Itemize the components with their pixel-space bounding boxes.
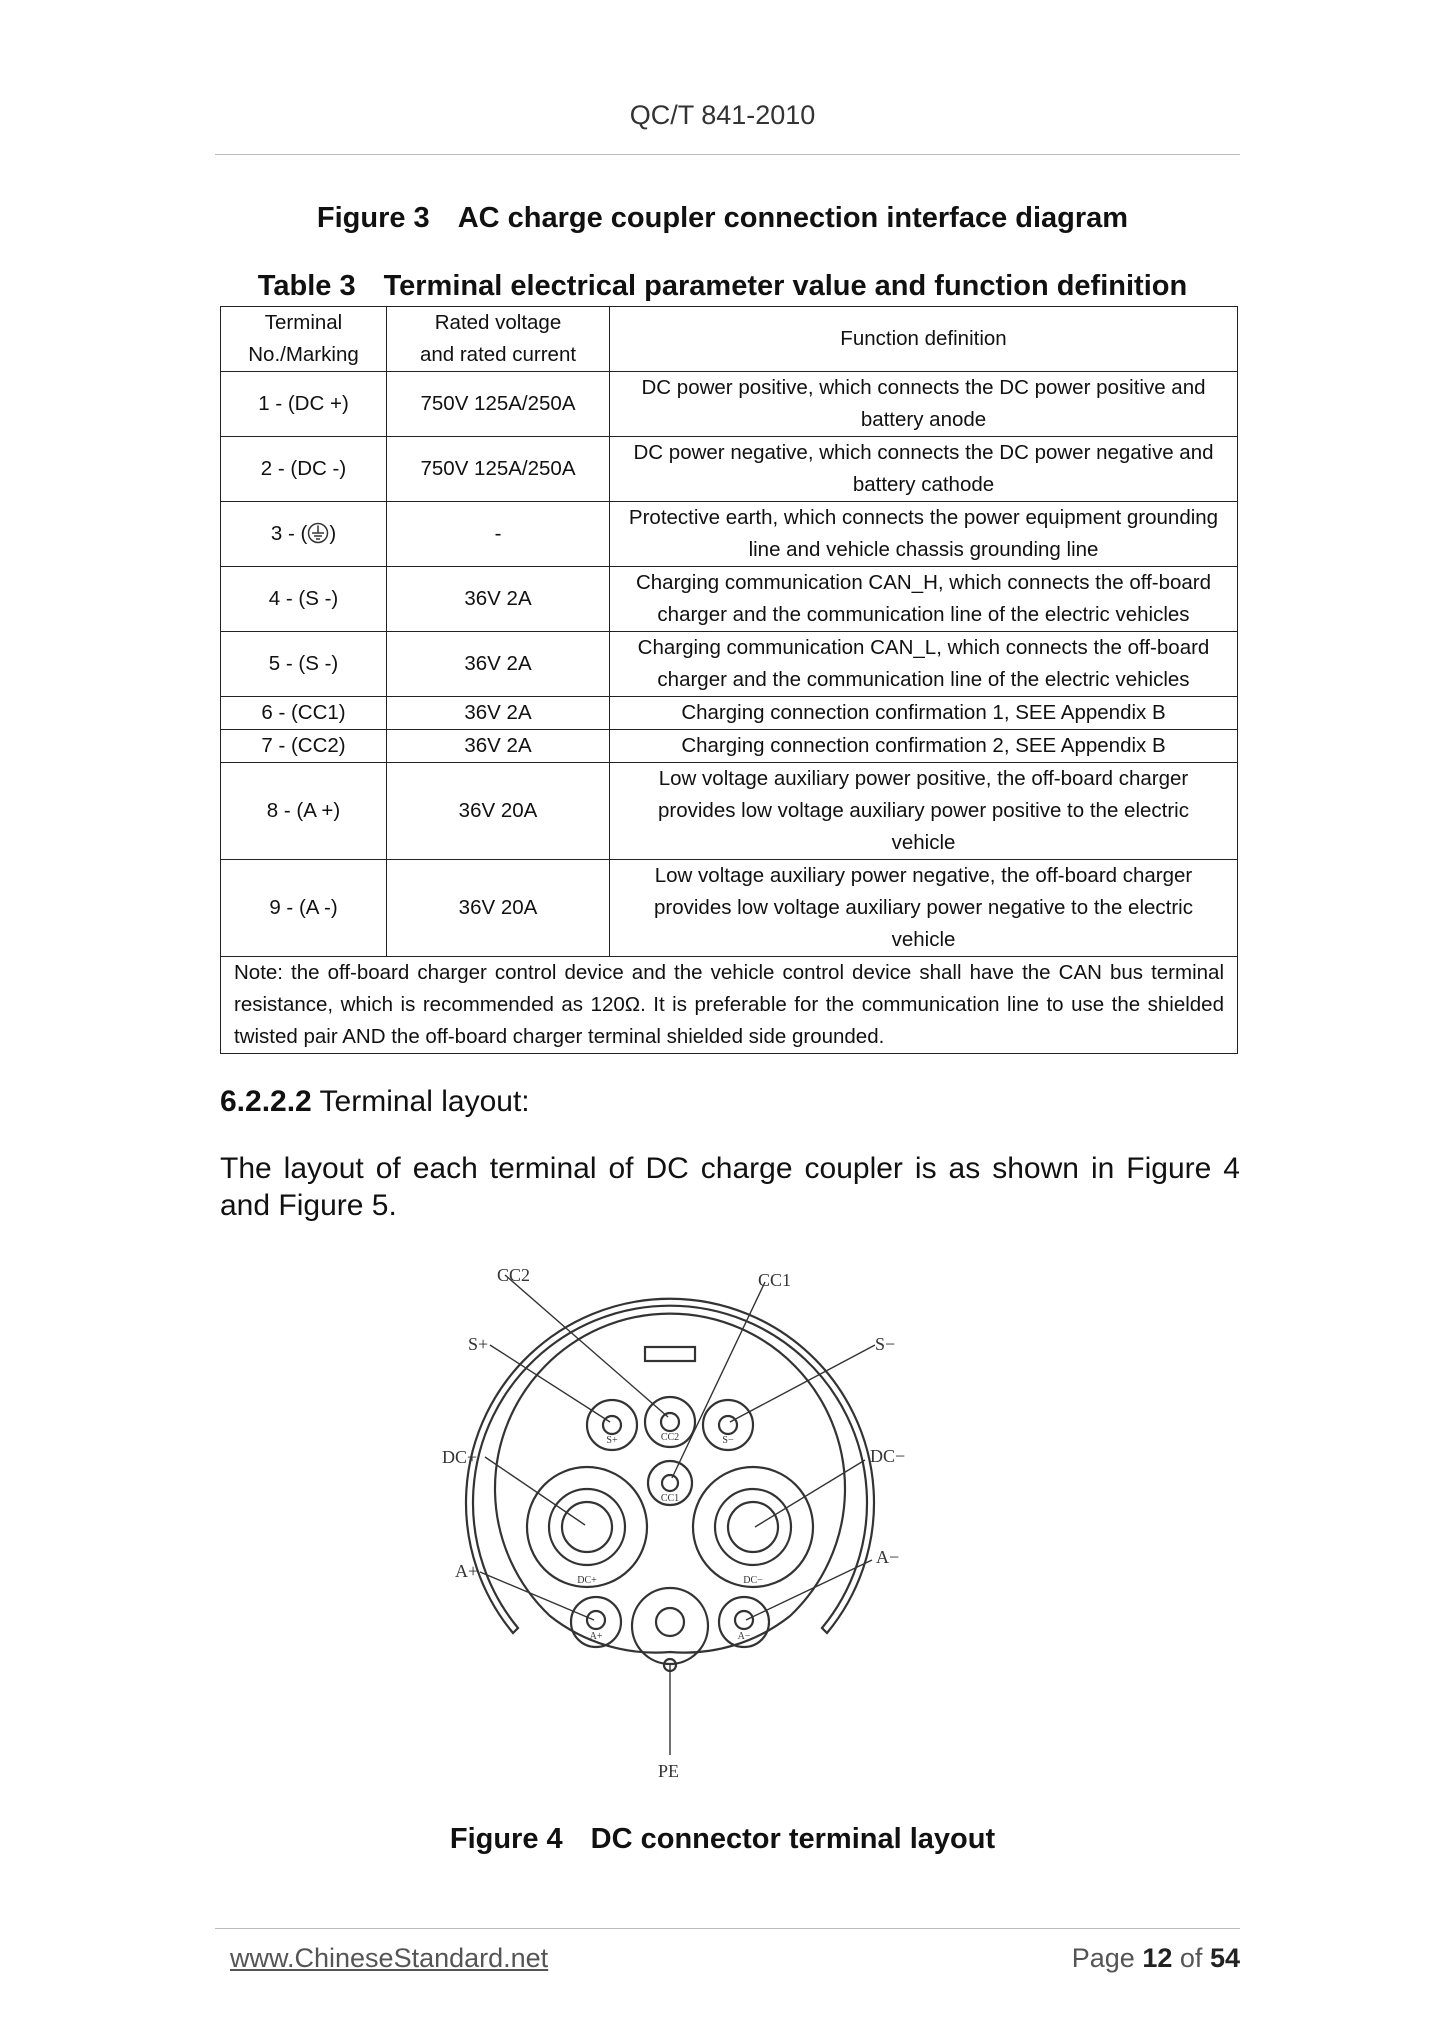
footer-divider bbox=[215, 1928, 1240, 1929]
function-cell: Charging communication CAN_H, which connects the off-board charger and the communication line of the electric vehicles bbox=[610, 567, 1238, 632]
table-row bbox=[221, 697, 1238, 730]
document-header: QC/T 841-2010 bbox=[629, 100, 816, 130]
rated-cell: 36V 20A bbox=[387, 763, 610, 860]
terminal-cell: 1 - (DC +) bbox=[221, 372, 387, 437]
current-page: 12 bbox=[1142, 1943, 1173, 1973]
table-row bbox=[221, 632, 1238, 697]
figure-4-number: Figure 4 bbox=[449, 1823, 563, 1855]
table-note-row bbox=[221, 957, 1238, 1054]
rated-cell: 36V 2A bbox=[387, 632, 610, 697]
figure-3-number: Figure 3 bbox=[316, 202, 430, 234]
function-cell: Low voltage auxiliary power positive, the off-board charger provides low voltage auxiliary power positive to the electric vehicle bbox=[610, 763, 1238, 860]
protective-earth-icon bbox=[307, 522, 329, 544]
table-row bbox=[221, 860, 1238, 957]
table-row bbox=[221, 437, 1238, 502]
terminal-cell: 8 - (A +) bbox=[221, 763, 387, 860]
table-row bbox=[221, 730, 1238, 763]
table-row bbox=[221, 372, 1238, 437]
function-cell: Charging connection confirmation 1, SEE Appendix B bbox=[610, 697, 1238, 730]
total-pages: 54 bbox=[1209, 1943, 1240, 1973]
dc-plus-callout: DC+ bbox=[442, 1447, 478, 1467]
dc-minus-pin bbox=[693, 1467, 813, 1587]
rated-cell: - bbox=[387, 502, 610, 567]
figure-4-caption bbox=[0, 1823, 1445, 1856]
terminal-cell: 5 - (S -) bbox=[221, 632, 387, 697]
table-3-number: Table 3 bbox=[257, 270, 356, 302]
terminal-cell: 3 - ( ) bbox=[221, 502, 387, 567]
figure-4-title: DC connector terminal layout bbox=[590, 1823, 996, 1855]
rated-cell: 36V 2A bbox=[387, 730, 610, 763]
header-divider bbox=[215, 154, 1240, 155]
figure-3-title: AC charge coupler connection interface diagram bbox=[457, 202, 1129, 234]
s-plus-pin-mark: S+ bbox=[606, 1435, 618, 1446]
rated-cell: 36V 2A bbox=[387, 567, 610, 632]
dc-minus-callout: DC− bbox=[870, 1446, 906, 1466]
terminal-cell: 7 - (CC2) bbox=[221, 730, 387, 763]
header-function: Function definition bbox=[610, 307, 1238, 372]
a-minus-callout: A− bbox=[876, 1547, 900, 1567]
header-terminal: Terminal No./Marking bbox=[221, 307, 387, 372]
section-number: 6.2.2.2 bbox=[220, 1085, 312, 1118]
a-plus-pin-mark: A+ bbox=[589, 1631, 603, 1642]
rated-cell: 750V 125A/250A bbox=[387, 372, 610, 437]
rated-cell: 36V 2A bbox=[387, 697, 610, 730]
function-cell: DC power negative, which connects the DC power negative and battery cathode bbox=[610, 437, 1238, 502]
connector-outer-shell bbox=[466, 1299, 874, 1633]
s-minus-pin-mark: S− bbox=[722, 1435, 734, 1446]
a-minus-pin-mark: A− bbox=[737, 1631, 751, 1642]
s-plus-callout: S+ bbox=[468, 1334, 489, 1354]
figure-3-caption bbox=[0, 202, 1445, 235]
function-cell: Protective earth, which connects the power equipment grounding line and vehicle chassis grounding line bbox=[610, 502, 1238, 567]
body-paragraph: The layout of each terminal of DC charge coupler is as shown in Figure 4 and Figure 5. bbox=[220, 1152, 1240, 1222]
page-indicator: Page 12 of 54 bbox=[1071, 1943, 1240, 1973]
table-3-title: Terminal electrical parameter value and function definition bbox=[383, 270, 1188, 302]
terminal-cell: 2 - (DC -) bbox=[221, 437, 387, 502]
table-row bbox=[221, 502, 1238, 567]
rated-cell: 36V 20A bbox=[387, 860, 610, 957]
cc1-pin-mark: CC1 bbox=[660, 1493, 680, 1504]
table-header-row bbox=[221, 307, 1238, 372]
dc-minus-pin-mark: DC− bbox=[743, 1575, 763, 1586]
table-row bbox=[221, 567, 1238, 632]
function-cell: DC power positive, which connects the DC power positive and battery anode bbox=[610, 372, 1238, 437]
section-heading bbox=[220, 1083, 1240, 1120]
website-link[interactable]: www.ChineseStandard.net bbox=[230, 1943, 549, 1973]
dc-plus-pin bbox=[527, 1467, 647, 1587]
table-note: Note: the off-board charger control device and the vehicle control device shall have the CAN bus terminal resistance, which is recommended as 120Ω. It is preferable for the communication line to use the shielded twisted pair AND the off-board charger terminal shielded side grounded. bbox=[221, 957, 1238, 1054]
function-cell: Charging connection confirmation 2, SEE Appendix B bbox=[610, 730, 1238, 763]
terminal-cell: 9 - (A -) bbox=[221, 860, 387, 957]
function-cell: Charging communication CAN_L, which connects the off-board charger and the communication line of the electric vehicles bbox=[610, 632, 1238, 697]
terminal-cell: 4 - (S -) bbox=[221, 567, 387, 632]
a-plus-callout: A+ bbox=[455, 1561, 479, 1581]
terminal-parameter-table bbox=[220, 306, 1238, 1054]
header-rated: Rated voltage and rated current bbox=[387, 307, 610, 372]
cc1-callout: CC1 bbox=[758, 1270, 792, 1290]
rated-cell: 750V 125A/250A bbox=[387, 437, 610, 502]
dc-plus-pin-mark: DC+ bbox=[577, 1575, 597, 1586]
cc2-callout: CC2 bbox=[497, 1265, 531, 1285]
dc-connector-diagram bbox=[400, 1250, 1040, 1790]
table-row bbox=[221, 763, 1238, 860]
connector-key-tab bbox=[645, 1347, 695, 1361]
terminal-cell: 6 - (CC1) bbox=[221, 697, 387, 730]
section-title: Terminal layout: bbox=[319, 1085, 530, 1118]
s-minus-callout: S− bbox=[875, 1334, 896, 1354]
function-cell: Low voltage auxiliary power negative, the off-board charger provides low voltage auxiliary power negative to the electric vehicle bbox=[610, 860, 1238, 957]
cc2-pin-mark: CC2 bbox=[660, 1432, 680, 1443]
pe-callout: PE bbox=[658, 1761, 680, 1781]
table-3-caption bbox=[0, 270, 1445, 303]
